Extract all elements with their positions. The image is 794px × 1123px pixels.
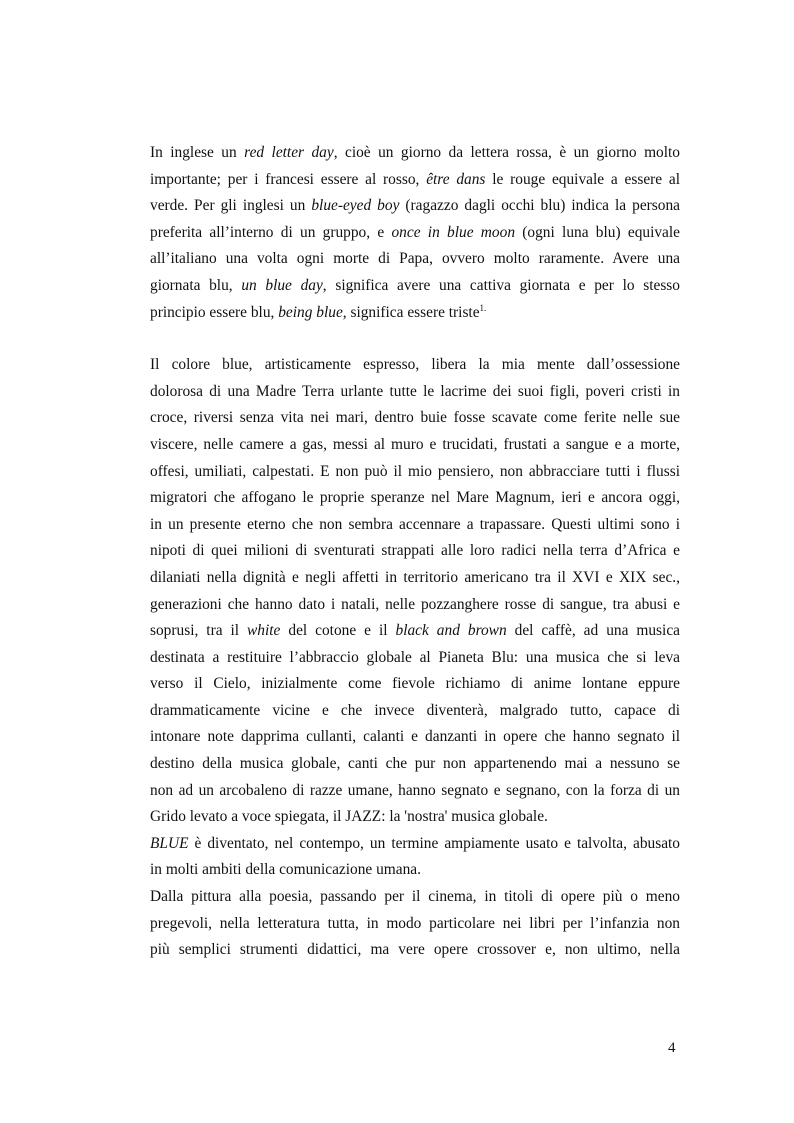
text-line bbox=[150, 804, 680, 831]
text-line bbox=[150, 459, 680, 486]
text-line bbox=[150, 565, 680, 592]
text-line bbox=[150, 405, 680, 432]
text-line bbox=[150, 432, 680, 459]
text-run: in un presente eterno che non sembra accennare a trapassare. Questi ultimi sono i bbox=[150, 515, 680, 533]
text-run: dolorosa di una Madre Terra urlante tutte le lacrime dei suoi figli, poveri cristi in bbox=[150, 382, 680, 400]
text-run: soprusi, tra il bbox=[150, 622, 248, 640]
text-line bbox=[150, 485, 680, 512]
text-line bbox=[150, 379, 680, 406]
text-run: preferita all’interno di un gruppo, e bbox=[150, 223, 392, 241]
text-run: Grido levato a voce spiegata, il JAZZ: la 'nostra' musica globale. bbox=[150, 808, 548, 826]
text-line bbox=[150, 193, 680, 220]
text-line bbox=[150, 512, 680, 539]
text-line bbox=[150, 167, 680, 194]
text-run: offesi, umiliati, calpestati. E non può il mio pensiero, non abbracciare tutti i flussi bbox=[150, 462, 680, 480]
text-run: , significa avere una cattiva giornata e per lo stesso bbox=[322, 276, 680, 294]
text-line bbox=[150, 246, 680, 273]
text-line bbox=[150, 645, 680, 672]
text-run: drammaticamente vicine e che invece diventerà, malgrado tutto, capace di bbox=[150, 701, 680, 719]
text-run: destino della musica globale, canti che pur non appartenendo mai a nessuno se bbox=[150, 755, 680, 773]
text-run: destinata a restituire l’abbraccio globale al Pianeta Blu: una musica che si leva bbox=[150, 648, 680, 666]
text-line bbox=[150, 724, 680, 751]
text-run: , significa essere triste bbox=[342, 303, 480, 321]
text-line bbox=[150, 352, 680, 379]
italic-term: black and brown bbox=[395, 622, 507, 640]
italic-term: being blue bbox=[278, 303, 343, 321]
text-run: migratori che affogano le proprie speranze nel Mare Magnum, ieri e ancora oggi, bbox=[150, 489, 680, 507]
text-run: Dalla pittura alla poesia, passando per il cinema, in titoli di opere più o meno bbox=[150, 888, 680, 906]
italic-term: white bbox=[247, 622, 281, 640]
paragraph-blue-term bbox=[150, 831, 680, 884]
text-run: del caffè, ad una musica bbox=[506, 622, 680, 640]
text-run: croce, riversi senza vita nei mari, dentro buie fosse scavate come ferite nelle sue bbox=[150, 409, 680, 427]
text-run: viscere, nelle camere a gas, messi al muro e trucidati, frustati a sangue e a morte, bbox=[150, 435, 680, 453]
italic-term: once in blue moon bbox=[391, 223, 516, 241]
text-line bbox=[150, 831, 680, 858]
text-line bbox=[150, 273, 680, 300]
text-line bbox=[150, 778, 680, 805]
footnote-reference: 1. bbox=[479, 302, 487, 313]
text-run: è diventato, nel contempo, un termine ampiamente usato e talvolta, abusato bbox=[188, 834, 680, 852]
text-line bbox=[150, 911, 680, 938]
text-line bbox=[150, 857, 680, 884]
text-run: le rouge equivale a essere al bbox=[485, 170, 681, 188]
text-run: generazioni che hanno dato i natali, nelle pozzanghere rosse di sangue, tra abusi e bbox=[150, 595, 680, 613]
text-run: importante; per i francesi essere al rosso, bbox=[150, 170, 427, 188]
text-run: non ad un arcobaleno di razze umane, hanno segnato e segnano, con la forza di un bbox=[150, 781, 680, 799]
italic-term: BLUE bbox=[150, 834, 189, 852]
text-line bbox=[150, 592, 680, 619]
text-run: nipoti di quei milioni di sventurati strappati alle loro radici nella terra d’Africa e bbox=[150, 542, 680, 560]
text-run: Il colore blue, artisticamente espresso, libera la mia mente dall’ossessione bbox=[150, 356, 680, 374]
italic-term: blue-eyed boy bbox=[311, 197, 400, 215]
text-line bbox=[150, 937, 680, 964]
text-line bbox=[150, 538, 680, 565]
text-run: (ragazzo dagli occhi blu) indica la persona bbox=[399, 197, 680, 215]
text-run: dilaniati nella dignità e negli affetti in territorio americano tra il XVI e XIX sec., bbox=[150, 568, 680, 586]
text-run: pregevoli, nella letteratura tutta, in modo particolare nei libri per l’infanzia non bbox=[150, 914, 680, 932]
text-run: intonare note dapprima cullanti, calanti e danzanti in opere che hanno segnato il bbox=[150, 728, 680, 746]
text-line bbox=[150, 671, 680, 698]
document-body bbox=[150, 140, 680, 964]
text-line bbox=[150, 220, 680, 247]
text-run: In inglese un bbox=[150, 144, 245, 161]
text-run: verde. Per gli inglesi un bbox=[150, 197, 312, 215]
text-line bbox=[150, 618, 680, 645]
text-line bbox=[150, 884, 680, 911]
text-run: all’italiano una volta ogni morte di Papa, ovvero molto raramente. Avere una bbox=[150, 250, 680, 268]
text-run: più semplici strumenti didattici, ma vere opere crossover e, non ultimo, nella bbox=[150, 941, 680, 959]
italic-term: red letter day bbox=[244, 144, 334, 161]
text-line bbox=[150, 140, 680, 167]
text-run: verso il Cielo, inizialmente come fievole richiamo di anime lontane eppure bbox=[150, 675, 680, 693]
text-run: (ogni luna blu) equivale bbox=[515, 223, 680, 241]
text-run: giornata blu, bbox=[150, 276, 242, 294]
text-run: del cotone e il bbox=[280, 622, 396, 640]
paragraph-arts bbox=[150, 884, 680, 964]
italic-term: être dans bbox=[426, 170, 486, 188]
text-line bbox=[150, 751, 680, 778]
text-run: in molti ambiti della comunicazione umana. bbox=[150, 861, 421, 879]
text-run: , cioè un giorno da lettera rossa, è un giorno molto bbox=[333, 144, 680, 161]
text-line bbox=[150, 698, 680, 725]
paragraph-idioms bbox=[150, 140, 680, 326]
paragraph-blue-jazz bbox=[150, 352, 680, 831]
text-line bbox=[150, 300, 680, 327]
page-number: 4 bbox=[668, 1040, 676, 1056]
italic-term: un blue day bbox=[241, 276, 323, 294]
text-run: principio essere blu, bbox=[150, 303, 279, 321]
